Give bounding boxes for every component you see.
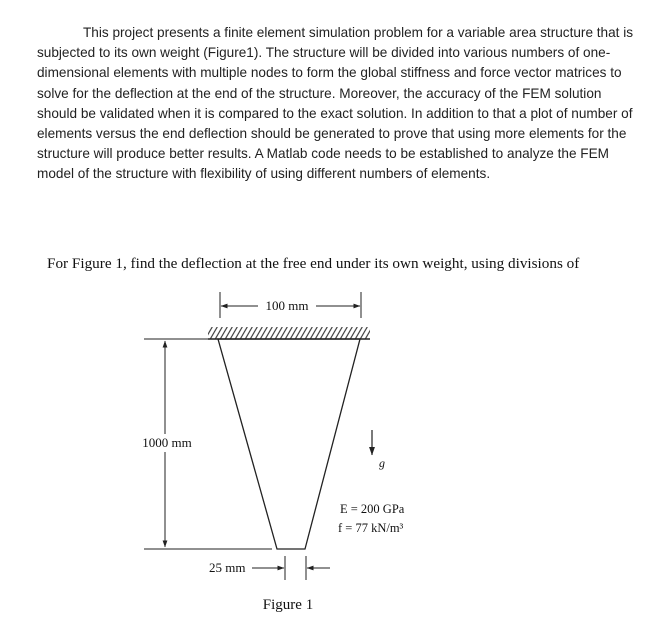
gravity-label: g bbox=[379, 456, 385, 470]
modulus-label: E = 200 GPa bbox=[340, 502, 405, 516]
prompt-rest: , find the deflection at the free end under its own weight, using divisions of bbox=[122, 255, 580, 272]
tapered-bar bbox=[218, 339, 360, 549]
problem-description-text: This project presents a finite element simulation problem for a variable area structure that is subjected to its own weight (Figure1). The structure will be divided into various numbers of one-dimensional elements with multiple nodes to form the global stiffness and force vector matrices to solve for the deflection at the end of the structure. Moreover, the accuracy of the FEM solution should be validated when it is compared to the exact solution. In addition to that a plot of number of elements versus the end deflection should be generated to prove that using more elements for the structure will produce better results. A Matlab code needs to be established to analyze the FEM model of the structure with flexibility of using different numbers of elements. bbox=[37, 25, 634, 182]
top-width-label: 100 mm bbox=[265, 298, 309, 313]
support-hatching bbox=[208, 327, 370, 339]
bottom-width-label: 25 mm bbox=[209, 560, 246, 575]
weight-label: f = 77 kN/m³ bbox=[338, 521, 404, 535]
prompt-lead: For bbox=[47, 255, 72, 272]
figure-caption: Figure 1 bbox=[262, 597, 314, 613]
prompt-figure-ref: Figure 1 bbox=[71, 255, 123, 272]
height-label: 1000 mm bbox=[142, 435, 192, 450]
